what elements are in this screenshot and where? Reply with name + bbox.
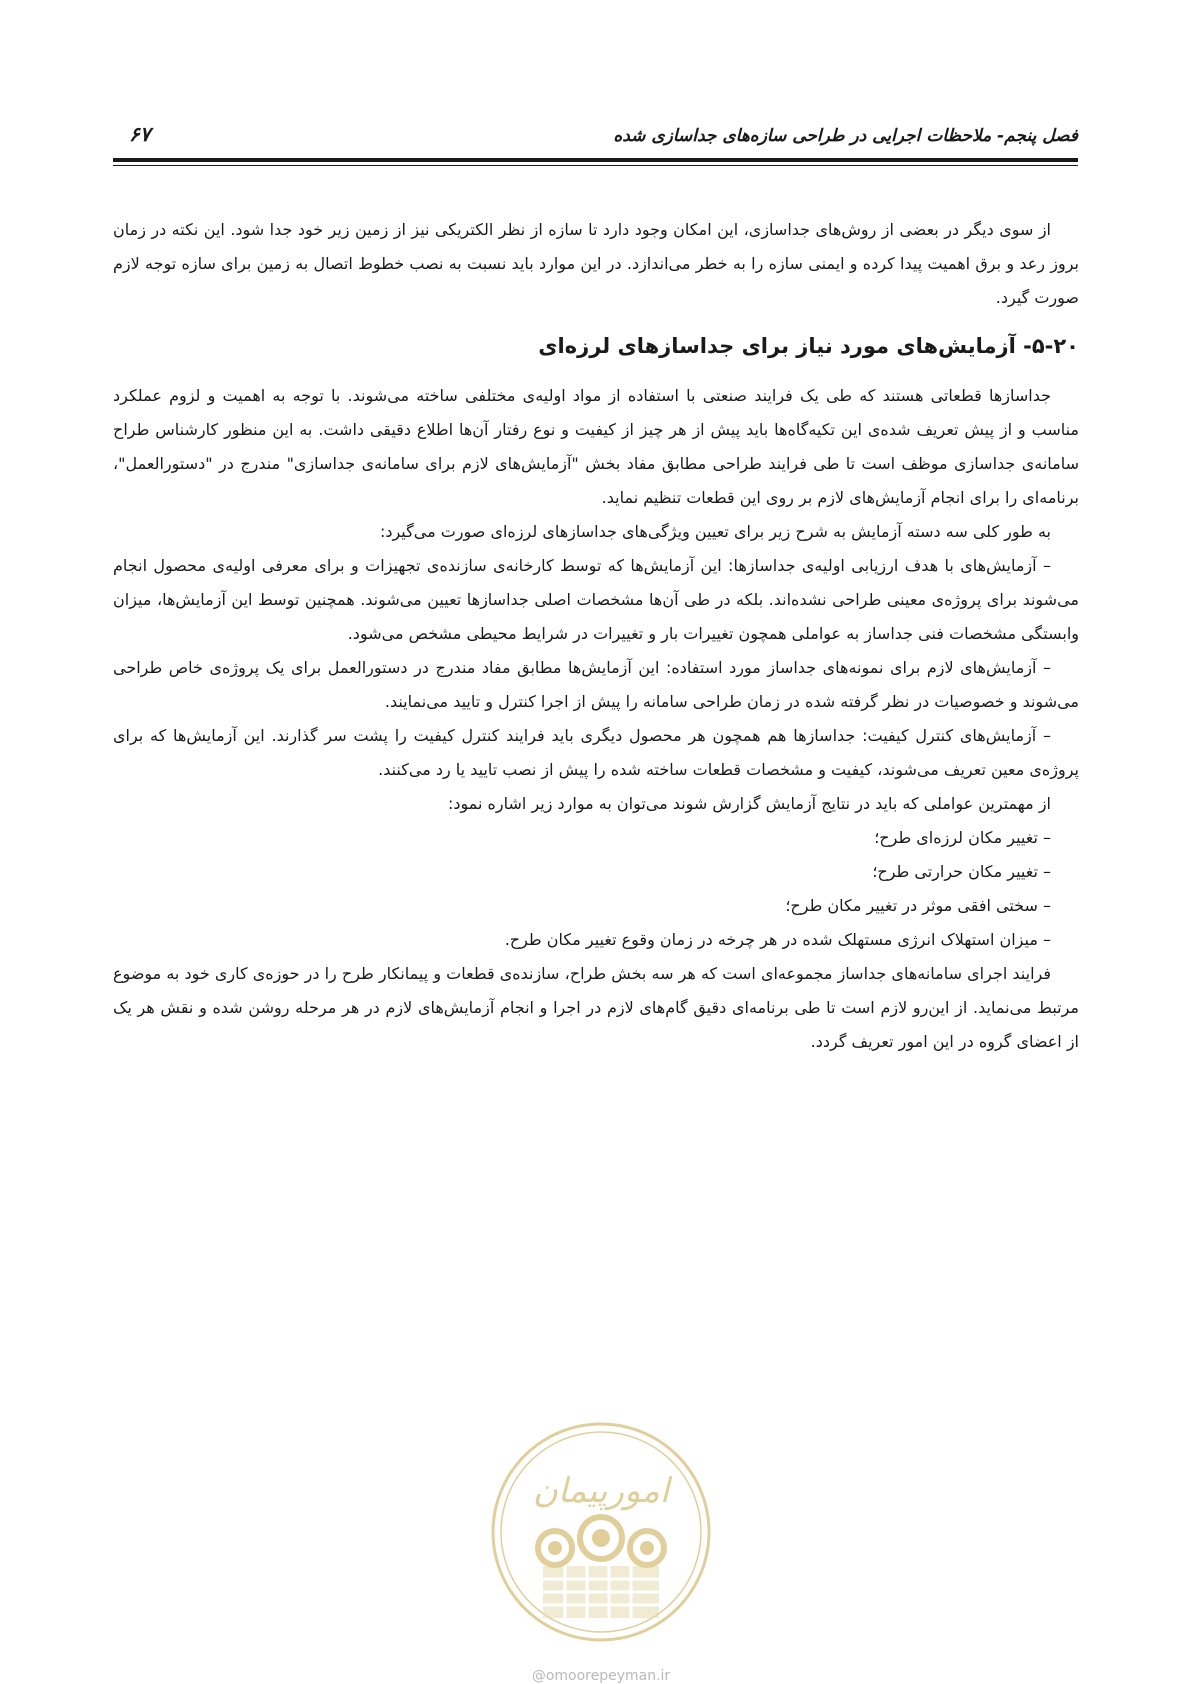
seal-text: امورپیمان <box>532 1471 670 1511</box>
section-paragraph-4: فرایند اجرای سامانه‌های جداساز مجموعه‌ای است که هر سه بخش طراح، سازنده‌ی قطعات و پیمانکار طرح را در حوزه‌ی کاری خود به موضوع مرتبط می‌نماید. از این‌رو لازم است تا طی برنامه‌ای دقیق گام‌های لازم در اجرا و انجام آزمایش‌های لازم در هر مرحله روشن شده و نقش هر یک از اعضای گروه در این امور تعریف گردد. <box>113 964 1079 1051</box>
intro-paragraph: از سوی دیگر در بعضی از روش‌های جداسازی، این امکان وجود دارد تا سازه از نظر الکتریکی نیز از زمین زیر خود جدا شود. این نکته در زمان بروز رعد و برق اهمیت پیدا کرده و ایمنی سازه را به خطر می‌اندازد. در این موارد باید نسبت به نصب خطوط اتصال به زمین برای سازه توجه لازم صورت گیرد. <box>113 220 1079 307</box>
test-item-3: – آزمایش‌های کنترل کیفیت: جداسازها هم همچون هر محصول دیگری باید فرایند کنترل کیفیت را پشت سر گذارند. این آزمایش‌ها که برای پروژه‌ی معین تعریف می‌شوند، کیفیت و مشخصات قطعات ساخته شده را پیش از نصب تایید یا رد می‌کنند. <box>113 726 1079 779</box>
running-header <box>113 118 1078 158</box>
factor-item-2: – تغییر مکان حرارتی طرح؛ <box>872 862 1051 881</box>
watermark-caption: @omoorepeyman.ir <box>531 1668 671 1684</box>
factors-intro: از مهمترین عواملی که باید در نتایج آزمایش گزارش شوند می‌توان به موارد زیر اشاره نمود: <box>447 794 1051 813</box>
page-number: ۶۷ <box>129 122 151 146</box>
section-heading: ۵-۲۰- آزمایش‌های مورد نیاز برای جداسازهای لرزه‌ای <box>538 334 1079 358</box>
factor-item-1: – تغییر مکان لرزه‌ای طرح؛ <box>874 828 1051 847</box>
header-rule-thick <box>113 158 1078 162</box>
factor-item-4: – میزان استهلاک انرژی مستهلک شده در هر چرخه در زمان وقوع تغییر مکان طرح. <box>504 930 1051 949</box>
factor-item-3: – سختی افقی موثر در تغییر مکان طرح؛ <box>785 896 1051 915</box>
chapter-title: فصل پنجم- ملاحظات اجرایی در طراحی سازه‌های جداسازی شده <box>613 126 1078 146</box>
body-text <box>113 213 1079 1059</box>
section-paragraph-1: جداسازها قطعاتی هستند که طی یک فرایند صنعتی با استفاده از مواد اولیه‌ی مختلفی ساخته می‌شوند. با توجه به اهمیت و لزوم عملکرد مناسب و از پیش تعریف شده‌ی این تکیه‌گاه‌ها باید پیش از هر چیز از کیفیت و نوع رفتار آن‌ها اطلاع دقیقی داشت. به این منظور کارشناس طراح سامانه‌ی جداسازی موظف است تا طی فرایند طراحی مطابق مفاد بخش "آزمایش‌های لازم برای سامانه‌ی جداسازی" مندرج در "دستورالعمل"، برنامه‌ای را برای انجام آزمایش‌های لازم بر روی این قطعات تنظیم نماید. <box>113 386 1079 507</box>
section-paragraph-2: به طور کلی سه دسته آزمایش به شرح زیر برای تعیین ویژگی‌های جداسازهای لرزه‌ای صورت می‌گیرد: <box>379 522 1051 541</box>
test-item-2: – آزمایش‌های لازم برای نمونه‌های جداساز مورد استفاده: این آزمایش‌ها مطابق مفاد مندرج در دستورالعمل برای یک پروژه‌ی خاص طراحی می‌شوند و خصوصیات در نظر گرفته شده در زمان طراحی سامانه را پیش از اجرا کنترل و تایید می‌نمایند. <box>113 658 1079 711</box>
header-rule-thin <box>113 165 1078 166</box>
test-item-1: – آزمایش‌های با هدف ارزیابی اولیه‌ی جداسازها: این آزمایش‌ها که توسط کارخانه‌ی سازنده‌ی تجهیزات و برای معرفی اولیه‌ی محصول انجام می‌شوند برای پروژه‌ی معینی طراحی نشده‌اند. بلکه در طی آن‌ها مشخصات اصلی جداسازها تعیین می‌شوند. همچنین توسط این آزمایش‌ها، میزان وابستگی مشخصات فنی جداساز به عواملی همچون تغییرات بار و تغییرات در شرایط محیطی مشخص می‌شود. <box>113 556 1079 643</box>
watermark-seal-logo <box>485 1416 717 1648</box>
